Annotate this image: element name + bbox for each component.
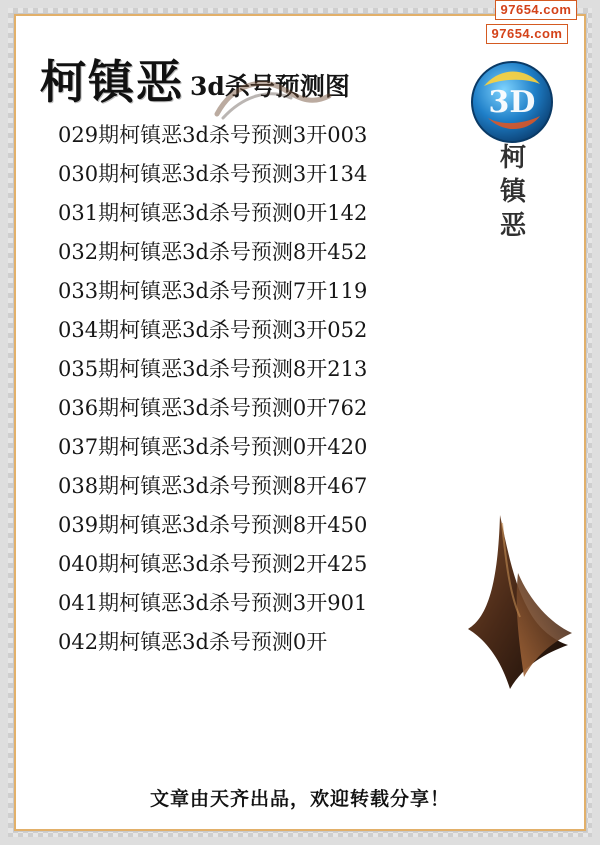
- weapon-illustration: [458, 513, 582, 703]
- watermark-top: 97654.com: [495, 0, 577, 20]
- list-item: [38, 543, 458, 582]
- list-item: [38, 309, 458, 348]
- logo-emblem-icon: [466, 56, 558, 148]
- prediction-text: 042期柯镇恶3d杀号预测0开: [58, 629, 328, 654]
- prediction-text: 029期柯镇恶3d杀号预测3开003: [58, 122, 368, 147]
- svg-text:柯: 柯: [499, 143, 527, 173]
- prediction-text: 032期柯镇恶3d杀号预测8开452: [58, 239, 368, 264]
- prediction-text: 036期柯镇恶3d杀号预测0开762: [58, 395, 368, 420]
- prediction-text: 041期柯镇恶3d杀号预测3开901: [58, 590, 368, 615]
- list-item: [38, 231, 458, 270]
- prediction-text: 040期柯镇恶3d杀号预测2开425: [58, 551, 368, 576]
- svg-text:3D: 3D: [488, 85, 536, 120]
- prediction-text: 037期柯镇恶3d杀号预测0开420: [58, 434, 368, 459]
- prediction-text: 034期柯镇恶3d杀号预测3开052: [58, 317, 368, 342]
- prediction-text: 038期柯镇恶3d杀号预测8开467: [58, 473, 368, 498]
- list-item: [38, 387, 458, 426]
- prediction-text: 035期柯镇恶3d杀号预测8开213: [58, 356, 368, 381]
- prediction-text: 030期柯镇恶3d杀号预测3开134: [58, 161, 368, 186]
- list-item: [38, 465, 458, 504]
- poster-sheet: [18, 18, 582, 827]
- list-item: [38, 270, 458, 309]
- prediction-list: [38, 114, 458, 660]
- list-item: [38, 192, 458, 231]
- list-item: [38, 621, 458, 660]
- seal-signature: [473, 136, 553, 246]
- list-item: [38, 504, 458, 543]
- footer-note: 文章由天齐出品，欢迎转载分享！: [149, 788, 450, 810]
- list-item: [38, 153, 458, 192]
- prediction-text: 039期柯镇恶3d杀号预测8开450: [58, 512, 368, 537]
- title-subtitle: 3d杀号预测图: [190, 72, 350, 101]
- list-item: [38, 348, 458, 387]
- list-item: [38, 114, 458, 153]
- svg-text:恶: 恶: [499, 211, 527, 241]
- prediction-text: 031期柯镇恶3d杀号预测0开142: [58, 200, 368, 225]
- prediction-text: 033期柯镇恶3d杀号预测7开119: [58, 278, 368, 303]
- watermark-second: 97654.com: [486, 24, 568, 44]
- list-item: [38, 582, 458, 621]
- svg-text:镇: 镇: [499, 177, 527, 207]
- title-main: 柯镇恶: [40, 55, 184, 109]
- list-item: [38, 426, 458, 465]
